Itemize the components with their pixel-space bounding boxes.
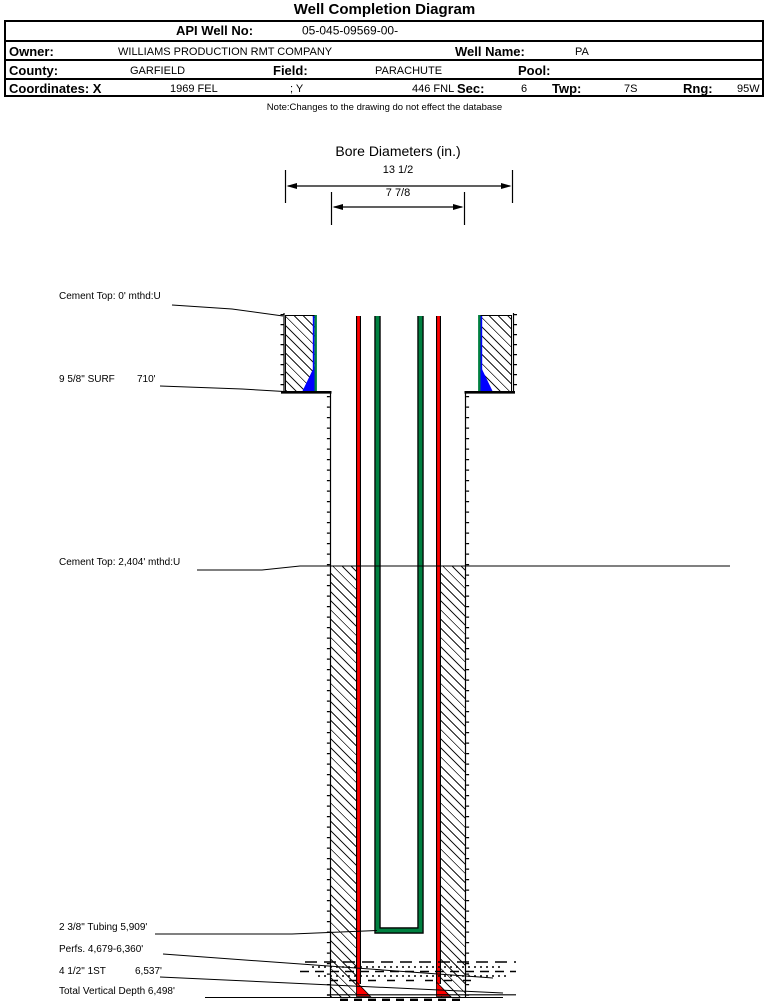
surface-shoe-left [303,366,315,391]
rng-label: Rng: [683,80,713,96]
production-casing-pipe [359,316,439,984]
well-name-value: PA [575,45,589,58]
perfs-label: Perfs. 4,679-6,360' [59,944,144,955]
page-title: Well Completion Diagram [293,1,476,18]
twp-label: Twp: [552,80,582,96]
api-label: API Well No: [176,23,254,39]
outer-bore-dimension-label: 13 1/2 [382,164,414,176]
surface-casing-depth: 710' [137,374,156,385]
sec-value: 6 [521,82,528,95]
sec-label: Sec: [457,80,485,96]
rng-value: 95W [737,82,760,95]
coordinates-x-value: 1969 FEL [170,82,218,95]
county-label: County: [9,62,59,78]
inner-bore-dimension [332,192,465,225]
pool-label: Pool: [518,62,551,78]
owner-value: WILLIAMS PRODUCTION RMT COMPANY [118,45,333,58]
surface-casing-label: 9 5/8" SURF [59,374,115,385]
coordinates-y-value: 446 FNL [412,82,455,95]
tvd-label: Total Vertical Depth 6,498' [59,986,175,997]
inner-bore-dimension-label: 7 7/8 [385,187,411,199]
cement-top-production-label: Cement Top: 2,404' mthd:U [59,557,181,568]
coordinates-label: Coordinates: X [9,80,102,96]
cement-top-surface-label: Cement Top: 0' mthd:U [59,291,161,302]
bore-diameters-title: Bore Diameters (in.) [335,143,461,159]
outer-bore-dimension [286,170,513,203]
database-note: Note:Changes to the drawing do not effect the database [266,102,503,113]
api-value: 05-045-09569-00- [302,23,399,38]
coordinates-y-label: ; Y [290,82,304,95]
production-casing-label: 4 1/2" 1ST [59,966,106,977]
production-casing-depth: 6,537' [135,966,162,977]
annotation-leader-lines [155,305,730,998]
county-value: GARFIELD [130,64,186,77]
twp-value: 7S [624,82,638,95]
tubing-label: 2 3/8" Tubing 5,909' [59,922,148,933]
surface-casing-pipe [314,315,482,391]
field-value: PARACHUTE [375,64,443,77]
owner-label: Owner: [9,43,54,59]
inner-borehole-wall [328,392,467,997]
field-label: Field: [273,62,308,78]
well-name-label: Well Name: [455,43,525,59]
surface-shoe-right [481,366,493,391]
tubing-pipe [378,316,421,931]
